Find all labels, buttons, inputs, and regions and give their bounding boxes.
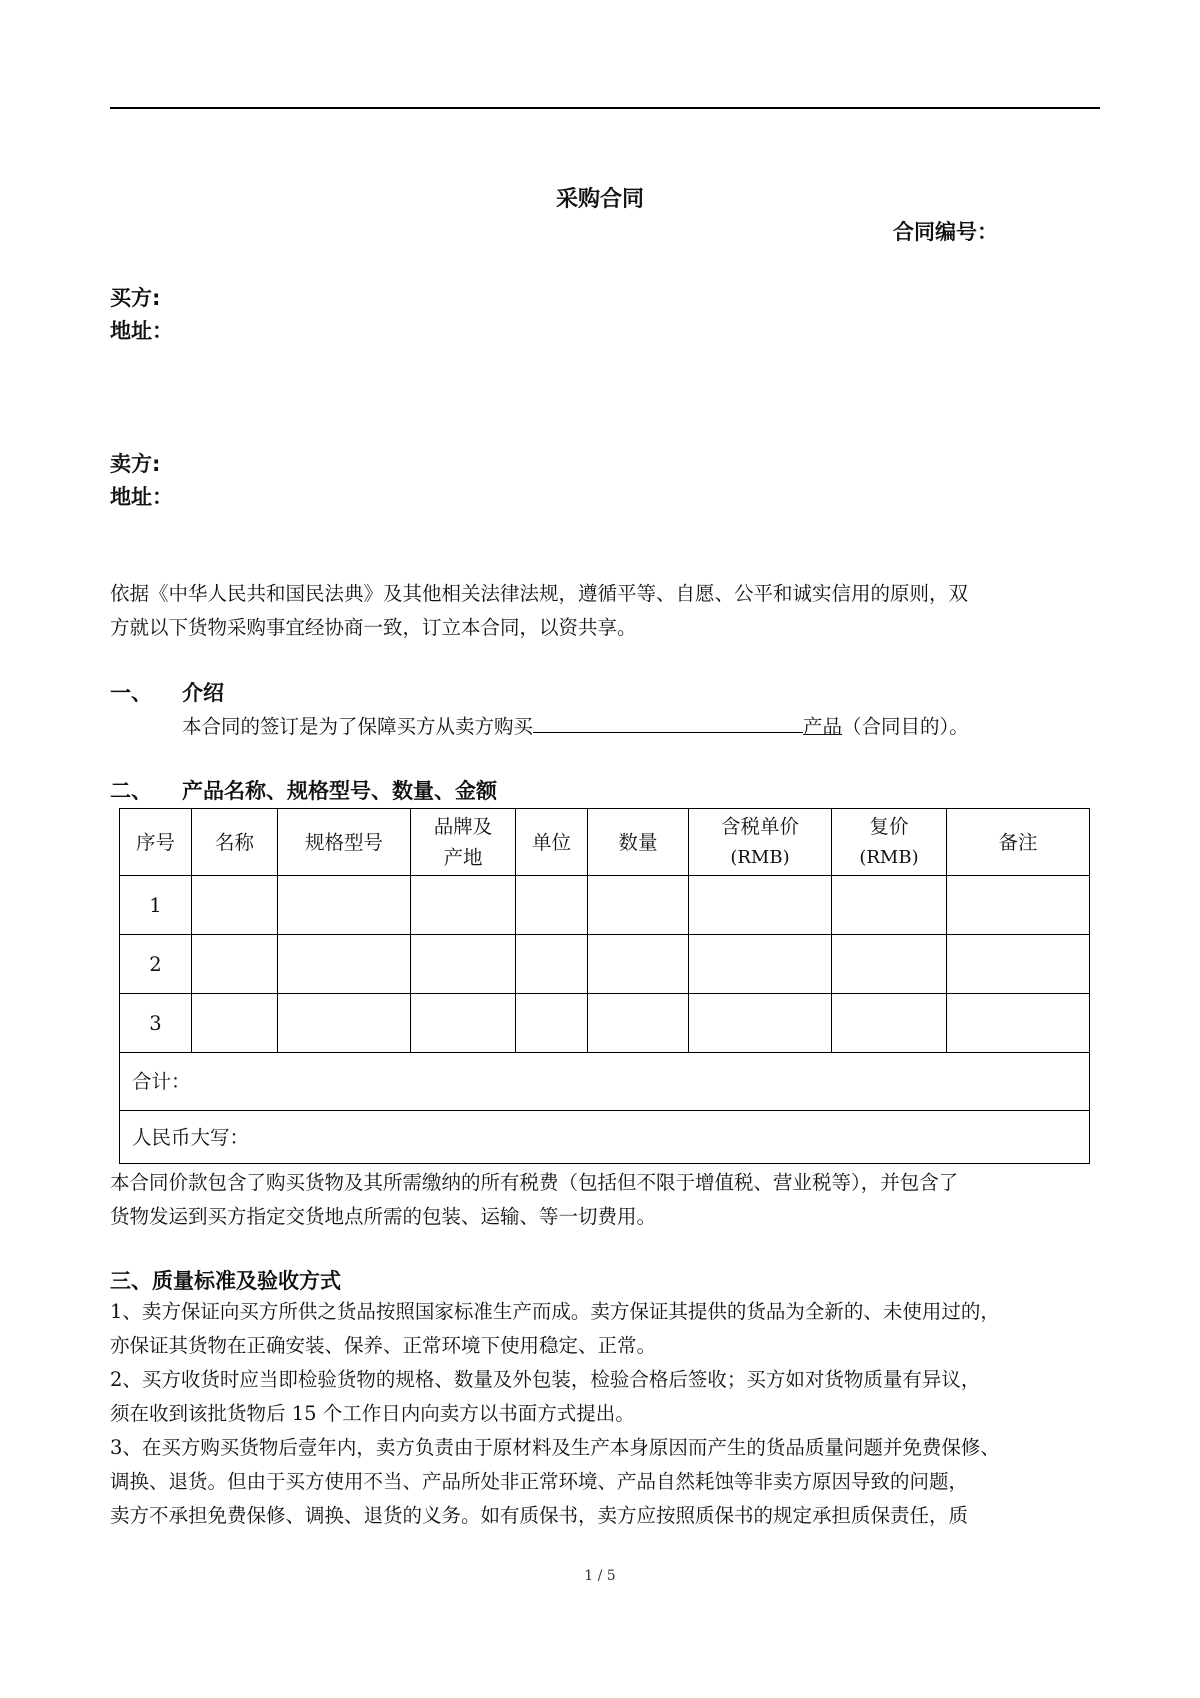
price-note-line-1: 本合同价款包含了购买货物及其所需缴纳的所有税费（包括但不限于增值税、营业税等），并包含了 <box>110 1171 959 1194</box>
document-title: 采购合同 <box>556 187 645 212</box>
header-name: 名称 <box>192 809 278 876</box>
seller-address-label: 地址： <box>110 485 173 509</box>
cell-brand[interactable] <box>411 935 516 994</box>
section3-line: 2、买方收货时应当即检验货物的规格、数量及外包装，检验合格后签收；买方如对货物质量有异议， <box>110 1368 981 1391</box>
price-note <box>110 1166 1100 1234</box>
cell-unit-price[interactable] <box>689 994 832 1053</box>
cell-spec[interactable] <box>278 935 411 994</box>
header-unit-price-line2: (RMB) <box>730 847 790 868</box>
section3-line: 3、在买方购买货物后壹年内，卖方负责由于原材料及生产本身原因而产生的货品质量问题并免费保修、 <box>110 1436 1000 1459</box>
section1-text-after: （合同目的）。 <box>842 715 969 738</box>
cell-unit-price[interactable] <box>689 876 832 935</box>
header-rule <box>110 107 1100 109</box>
cell-remark[interactable] <box>947 876 1090 935</box>
cell-qty[interactable] <box>588 935 689 994</box>
row-seq: 2 <box>120 935 192 994</box>
cell-spec[interactable] <box>278 876 411 935</box>
row-seq: 3 <box>120 994 192 1053</box>
price-note-line-2: 货物发运到买方指定交货地点所需的包装、运输、等一切费用。 <box>110 1205 657 1228</box>
rmb-label: 人民币大写： <box>120 1111 1090 1164</box>
header-unit-price <box>689 809 832 876</box>
section3-line: 卖方不承担免费保修、调换、退货的义务。如有质保书，卖方应按照质保书的规定承担质保责任，质 <box>110 1504 969 1527</box>
section1-text <box>182 710 969 739</box>
header-qty: 数量 <box>588 809 689 876</box>
section3-body <box>110 1295 1100 1533</box>
header-total-price-line2: (RMB) <box>859 847 919 868</box>
header-brand-line2: 产地 <box>443 846 483 869</box>
table-row <box>120 876 1090 935</box>
table-header-row <box>120 809 1090 876</box>
contract-number-label: 合同编号： <box>893 220 998 244</box>
header-brand-line1: 品牌及 <box>433 815 493 838</box>
section2-title: 产品名称、规格型号、数量、金额 <box>182 779 497 803</box>
cell-qty[interactable] <box>588 994 689 1053</box>
section3-title: 三、质量标准及验收方式 <box>110 1269 341 1293</box>
section1-title: 介绍 <box>182 681 224 705</box>
cell-brand[interactable] <box>411 994 516 1053</box>
header-total-price-line1: 复价 <box>869 815 909 838</box>
cell-remark[interactable] <box>947 935 1090 994</box>
cell-remark[interactable] <box>947 994 1090 1053</box>
buyer-address-label: 地址： <box>110 319 173 343</box>
cell-name[interactable] <box>192 876 278 935</box>
section2-number: 二、 <box>110 779 152 803</box>
section1-text-before: 本合同的签订是为了保障买方从卖方购买 <box>182 715 534 738</box>
section3-line: 1、卖方保证向买方所供之货品按照国家标准生产而成。卖方保证其提供的货品为全新的、未使用过的， <box>110 1300 1000 1323</box>
product-blank <box>533 710 803 733</box>
cell-total-price[interactable] <box>832 994 947 1053</box>
seller-label: 卖方: <box>110 452 161 476</box>
section3-line: 调换、退货。但由于买方使用不当、产品所处非正常环境、产品自然耗蚀等非卖方原因导致的问题， <box>110 1470 969 1493</box>
cell-total-price[interactable] <box>832 935 947 994</box>
header-seq: 序号 <box>120 809 192 876</box>
buyer-label: 买方: <box>110 286 161 310</box>
row-seq: 1 <box>120 876 192 935</box>
cell-unit[interactable] <box>516 935 588 994</box>
section1-number: 一、 <box>110 681 152 705</box>
header-remark: 备注 <box>947 809 1090 876</box>
table-row <box>120 935 1090 994</box>
preamble <box>110 577 1100 645</box>
table-rmb-row <box>120 1111 1090 1164</box>
cell-unit-price[interactable] <box>689 935 832 994</box>
cell-name[interactable] <box>192 994 278 1053</box>
section1-product: 产品 <box>803 715 843 738</box>
cell-qty[interactable] <box>588 876 689 935</box>
cell-unit[interactable] <box>516 876 588 935</box>
header-unit: 单位 <box>516 809 588 876</box>
header-brand <box>411 809 516 876</box>
cell-unit[interactable] <box>516 994 588 1053</box>
header-total-price <box>832 809 947 876</box>
header-spec: 规格型号 <box>278 809 411 876</box>
cell-name[interactable] <box>192 935 278 994</box>
cell-total-price[interactable] <box>832 876 947 935</box>
preamble-line-1: 依据《中华人民共和国民法典》及其他相关法律法规，遵循平等、自愿、公平和诚实信用的原则，双 <box>110 582 969 605</box>
product-table <box>119 808 1090 1164</box>
table-row <box>120 994 1090 1053</box>
section3-line: 须在收到该批货物后 15 个工作日内向卖方以书面方式提出。 <box>110 1402 635 1425</box>
total-label: 合计： <box>120 1053 1090 1111</box>
section3-line: 亦保证其货物在正确安装、保养、正常环境下使用稳定、正常。 <box>110 1334 657 1357</box>
cell-spec[interactable] <box>278 994 411 1053</box>
header-unit-price-line1: 含税单价 <box>720 815 799 838</box>
page-number: 1 / 5 <box>584 1568 616 1584</box>
table-total-row <box>120 1053 1090 1111</box>
cell-brand[interactable] <box>411 876 516 935</box>
preamble-line-2: 方就以下货物采购事宜经协商一致，订立本合同，以资共享。 <box>110 616 637 639</box>
